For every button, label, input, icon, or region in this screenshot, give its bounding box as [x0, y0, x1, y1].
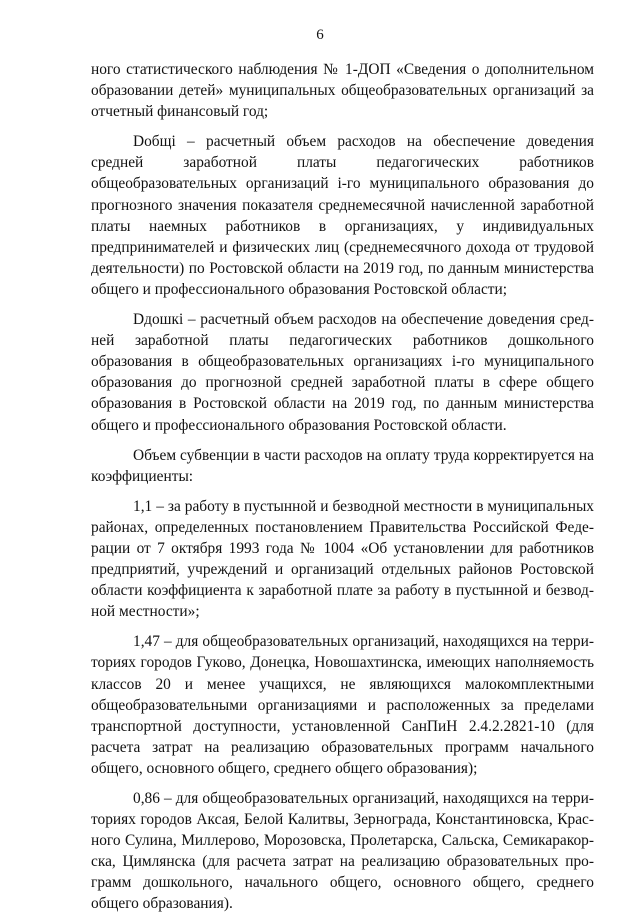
paragraph: Dобщi – расчетный объем расходов на обеспечение доведения средней заработной платы педагогических работников общеобразовательных организаций i-го муниципального образования до прогнозного значения показателя среднемесячной начисленной заработной платы наемных работников в организациях, у индивидуальных предпринимателей и физических лиц (среднемесячного дохода от трудовой деятельности) по Ростовской области на 2019 год, по данным министерства общего и профессионального образования Ростовской области; [91, 133, 594, 298]
paragraph: 0,86 – для общеобразовательных организаций, находящихся на территориях городов Аксая, Белой Калитвы, Зернограда, Константиновска, Красного Сулина, Миллерово, Морозовска, Пролетарска, Сальска, Семикаракорска, Цимлянска (для расчета затрат на реализацию образовательных программ дошкольного, начального общего, основного общего, среднего общего образования). [91, 790, 594, 913]
paragraph: Объем субвенции в части расходов на оплату труда корректируется на коэффициенты: [91, 446, 594, 485]
document-body [91, 59, 594, 924]
paragraph: 1,1 – за работу в пустынной и безводной местности в муниципальных районах, определенных постановлением Правительства Российской Федерации от 7 октября 1993 года № 1004 «Об установлении для работников предприятий, учреждений и организаций отдельных районов Ростовской области коэффициента к заработной плате за работу в пустынной и безводной местности»; [91, 497, 594, 621]
paragraph: Dдошкi – расчетный объем расходов на обеспечение доведения средней заработной платы педагогических работников дошкольного образования в общеобразовательных организациях i-го муниципального образования до прогнозной средней заработной платы в сфере общего образования в Ростовской области на 2019 год, по данным министерства общего и профессионального образования Ростовской области. [91, 311, 594, 434]
paragraph: 1,47 – для общеобразовательных организаций, находящихся на территориях городов Гуково, Донецка, Новошахтинска, имеющих наполняемость классов 20 и менее учащихся, не являющихся малокомплектными общеобразовательными организациями и расположенных за пределами транспортной доступности, установленной СанПиН 2.4.2.2821-10 (для расчета затрат на реализацию образовательных программ начального общего, основного общего, среднего общего образования); [91, 633, 594, 777]
paragraph: ного статистического наблюдения № 1-ДОП «Сведения о дополнительном образовании детей» муниципальных общеобразовательных организаций за отчетный финансовый год; [91, 61, 594, 121]
page-number: 6 [316, 27, 324, 43]
